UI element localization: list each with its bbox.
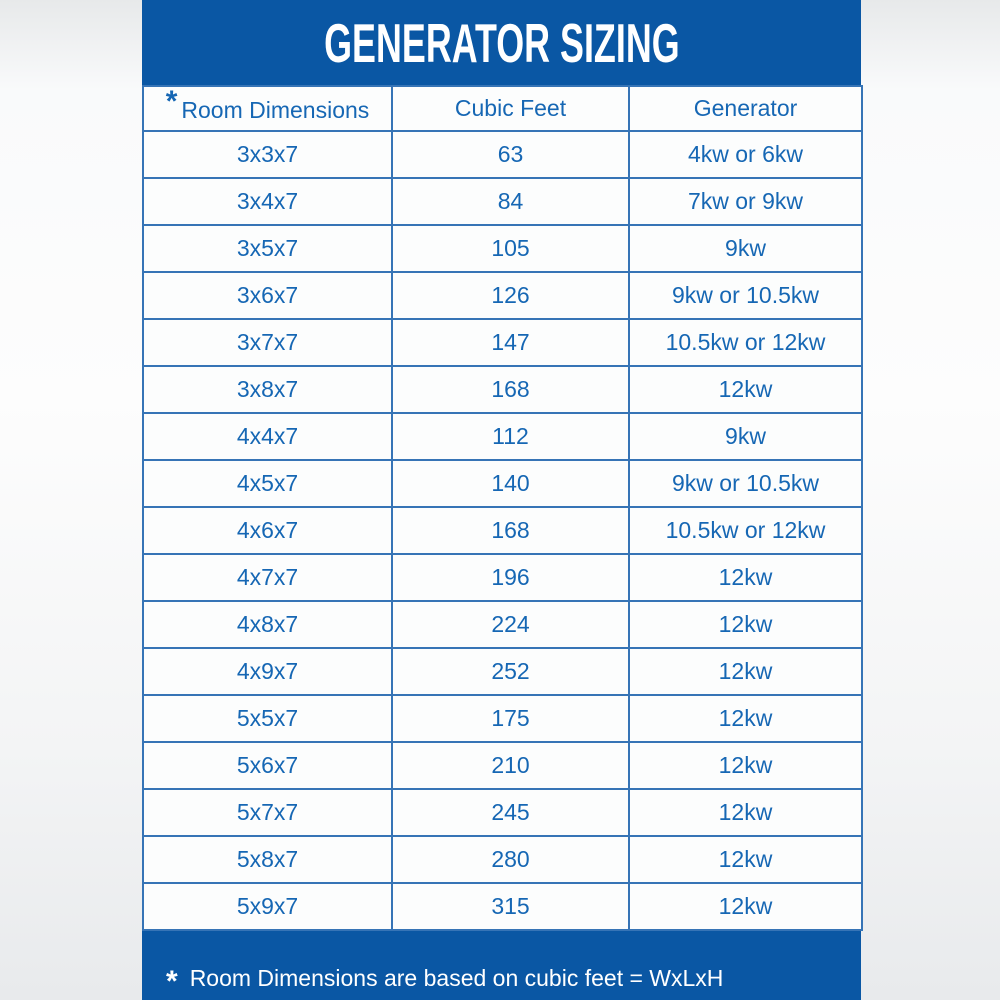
cell-cubic-feet: 105 (392, 225, 629, 272)
footer-note-text: Room Dimensions are based on cubic feet = WxLxH (189, 964, 724, 991)
cell-room-dimensions: 5x8x7 (143, 836, 392, 883)
cell-generator: 12kw (629, 554, 862, 601)
cell-room-dimensions: 3x5x7 (143, 225, 392, 272)
table-row (143, 742, 862, 789)
table-row (143, 131, 862, 178)
table-row (143, 554, 862, 601)
cell-room-dimensions: 5x7x7 (143, 789, 392, 836)
cell-room-dimensions: 4x8x7 (143, 601, 392, 648)
cell-room-dimensions: 5x9x7 (143, 883, 392, 930)
header-room-dimensions (143, 86, 392, 131)
cell-cubic-feet: 168 (392, 507, 629, 554)
cell-generator: 9kw or 10.5kw (629, 272, 862, 319)
cell-generator: 9kw (629, 225, 862, 272)
table-row (143, 601, 862, 648)
table-row (143, 648, 862, 695)
cell-generator: 12kw (629, 648, 862, 695)
cell-cubic-feet: 280 (392, 836, 629, 883)
cell-cubic-feet: 196 (392, 554, 629, 601)
cell-room-dimensions: 3x4x7 (143, 178, 392, 225)
table-row (143, 836, 862, 883)
table-row (143, 178, 862, 225)
table-row (143, 695, 862, 742)
header-room-dimensions-label: Room Dimensions (181, 96, 370, 123)
table-row (143, 366, 862, 413)
table-row (143, 225, 862, 272)
cell-generator: 10.5kw or 12kw (629, 319, 862, 366)
cell-generator: 12kw (629, 366, 862, 413)
header-cubic-feet: Cubic Feet (392, 86, 629, 131)
cell-generator: 9kw (629, 413, 862, 460)
footnote-asterisk-icon: * (166, 965, 178, 998)
table-row (143, 460, 862, 507)
cell-generator: 12kw (629, 695, 862, 742)
table-row (143, 507, 862, 554)
cell-generator: 12kw (629, 883, 862, 930)
page-title: GENERATOR SIZING (323, 11, 680, 74)
generator-sizing-table (142, 85, 863, 931)
cell-cubic-feet: 126 (392, 272, 629, 319)
table-row (143, 272, 862, 319)
table-row (143, 413, 862, 460)
cell-generator: 10.5kw or 12kw (629, 507, 862, 554)
cell-cubic-feet: 252 (392, 648, 629, 695)
cell-cubic-feet: 140 (392, 460, 629, 507)
cell-room-dimensions: 4x7x7 (143, 554, 392, 601)
cell-generator: 9kw or 10.5kw (629, 460, 862, 507)
cell-cubic-feet: 112 (392, 413, 629, 460)
asterisk-marker: * (165, 84, 178, 118)
title-band (142, 0, 861, 85)
cell-room-dimensions: 4x5x7 (143, 460, 392, 507)
table-header-row (143, 86, 862, 131)
footer-band (142, 931, 861, 1000)
cell-generator: 4kw or 6kw (629, 131, 862, 178)
cell-room-dimensions: 3x8x7 (143, 366, 392, 413)
table-row (143, 319, 862, 366)
cell-cubic-feet: 175 (392, 695, 629, 742)
table-body (143, 131, 862, 930)
cell-generator: 12kw (629, 789, 862, 836)
generator-sizing-panel (142, 0, 861, 1000)
cell-room-dimensions: 3x6x7 (143, 272, 392, 319)
cell-room-dimensions: 5x5x7 (143, 695, 392, 742)
cell-room-dimensions: 4x6x7 (143, 507, 392, 554)
cell-cubic-feet: 245 (392, 789, 629, 836)
cell-cubic-feet: 168 (392, 366, 629, 413)
cell-room-dimensions: 4x4x7 (143, 413, 392, 460)
cell-cubic-feet: 224 (392, 601, 629, 648)
cell-room-dimensions: 3x7x7 (143, 319, 392, 366)
cell-room-dimensions: 4x9x7 (143, 648, 392, 695)
cell-cubic-feet: 210 (392, 742, 629, 789)
footer-note (166, 961, 861, 998)
cell-cubic-feet: 147 (392, 319, 629, 366)
cell-generator: 12kw (629, 836, 862, 883)
cell-room-dimensions: 3x3x7 (143, 131, 392, 178)
cell-room-dimensions: 5x6x7 (143, 742, 392, 789)
cell-cubic-feet: 315 (392, 883, 629, 930)
cell-cubic-feet: 84 (392, 178, 629, 225)
cell-generator: 12kw (629, 742, 862, 789)
table-row (143, 789, 862, 836)
cell-generator: 7kw or 9kw (629, 178, 862, 225)
table-row (143, 883, 862, 930)
cell-generator: 12kw (629, 601, 862, 648)
cell-cubic-feet: 63 (392, 131, 629, 178)
header-generator: Generator (629, 86, 862, 131)
